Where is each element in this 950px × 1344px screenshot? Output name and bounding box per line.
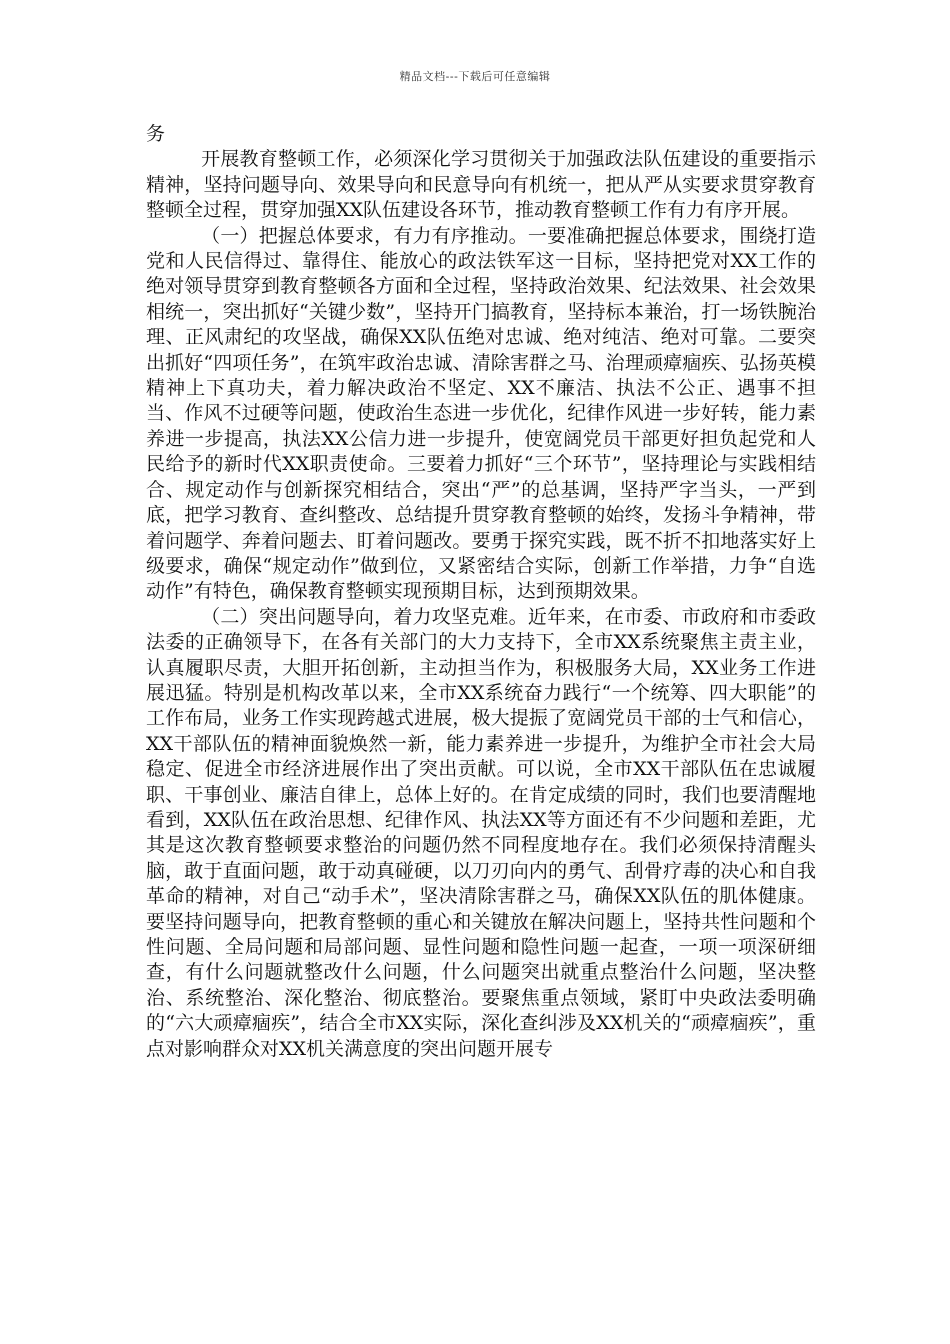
paragraph-intro: 开展教育整顿工作，必须深化学习贯彻关于加强政法队伍建设的重要指示精神，坚持问题导向、效果导向和民意导向有机统一，把从严从实要求贯穿教育整顿全过程，贯穿加强XX队伍建设各环节，推动教育整顿工作有力有序开展。 (146, 148, 816, 222)
paragraph-section-2: （二）突出问题导向，着力攻坚克难。近年来，在市委、市政府和市委政法委的正确领导下，在各有关部门的大力支持下，全市XX系统聚焦主责主业，认真履职尽责，大胆开拓创新，主动担当作为，积极服务大局，XX业务工作进展迅猛。特别是机构改革以来，全市XX系统奋力践行“一个统筹、四大职能”的工作布局，业务工作实现跨越式进展，极大提振了宽阔党员干部的士气和信心，XX干部队伍的精神面貌焕然一新，能力素养进一步提升，为维护全市社会大局稳定、促进全市经济进展作出了突出贡献。可以说，全市XX干部队伍在忠诚履职、干事创业、廉洁自律上，总体上好的。在肯定成绩的同时，我们也要清醒地看到，XX队伍在政治思想、纪律作风、执法XX等方面还有不少问题和差距，尤其是这次教育整顿要求整治的问题仍然不同程度地存在。我们必须保持清醒头脑，敢于直面问题，敢于动真碰硬，以刀刃向内的勇气、刮骨疗毒的决心和自我革命的精神，对自己“动手术”，坚决清除害群之马，确保XX队伍的肌体健康。要坚持问题导向，把教育整顿的重心和关键放在解决问题上，坚持共性问题和个性问题、全局问题和局部问题、显性问题和隐性问题一起查，一项一项深研细查，有什么问题就整改什么问题，什么问题突出就重点整治什么问题，坚决整治、系统整治、深化整治、彻底整治。要聚焦重点领域，紧盯中央政法委明确的“六大顽瘴痼疾”，结合全市XX实际，深化查纠涉及XX机关的“顽瘴痼疾”，重点对影响群众对XX机关满意度的突出问题开展专 (146, 605, 816, 1060)
page-header: 精品文档---下载后可任意编辑 (399, 70, 551, 83)
paragraph-continuation: 务 (146, 123, 166, 145)
paragraph-section-1: （一）把握总体要求，有力有序推动。一要准确把握总体要求，围绕打造党和人民信得过、靠得住、能放心的政法铁军这一目标，坚持把党对XX工作的绝对领导贯穿到教育整顿各方面和全过程，坚持政治效果、纪法效果、社会效果相统一，突出抓好“关键少数”，坚持开门搞教育，坚持标本兼治，打一场铁腕治理、正风肃纪的攻坚战，确保XX队伍绝对忠诚、绝对纯洁、绝对可靠。二要突出抓好“四项任务”，在筑牢政治忠诚、清除害群之马、治理顽瘴痼疾、弘扬英模精神上下真功夫，着力解决政治不坚定、XX不廉洁、执法不公正、遇事不担当、作风不过硬等问题，使政治生态进一步优化，纪律作风进一步好转，能力素养进一步提高，执法XX公信力进一步提升，使宽阔党员干部更好担负起党和人民给予的新时代XX职责使命。三要着力抓好“三个环节”，坚持理论与实践相结合、规定动作与创新探究相结合，突出“严”的总基调，坚持严字当头，一严到底，把学习教育、查纠整改、总结提升贯穿教育整顿的始终，发扬斗争精神，带着问题学、奔着问题去、盯着问题改。要勇于探究实践，既不折不扣地落实好上级要求，确保“规定动作”做到位，又紧密结合实际，创新工作举措，力争“自选动作”有特色，确保教育整顿实现预期目标，达到预期效果。 (146, 224, 816, 603)
document-body (146, 122, 816, 1062)
